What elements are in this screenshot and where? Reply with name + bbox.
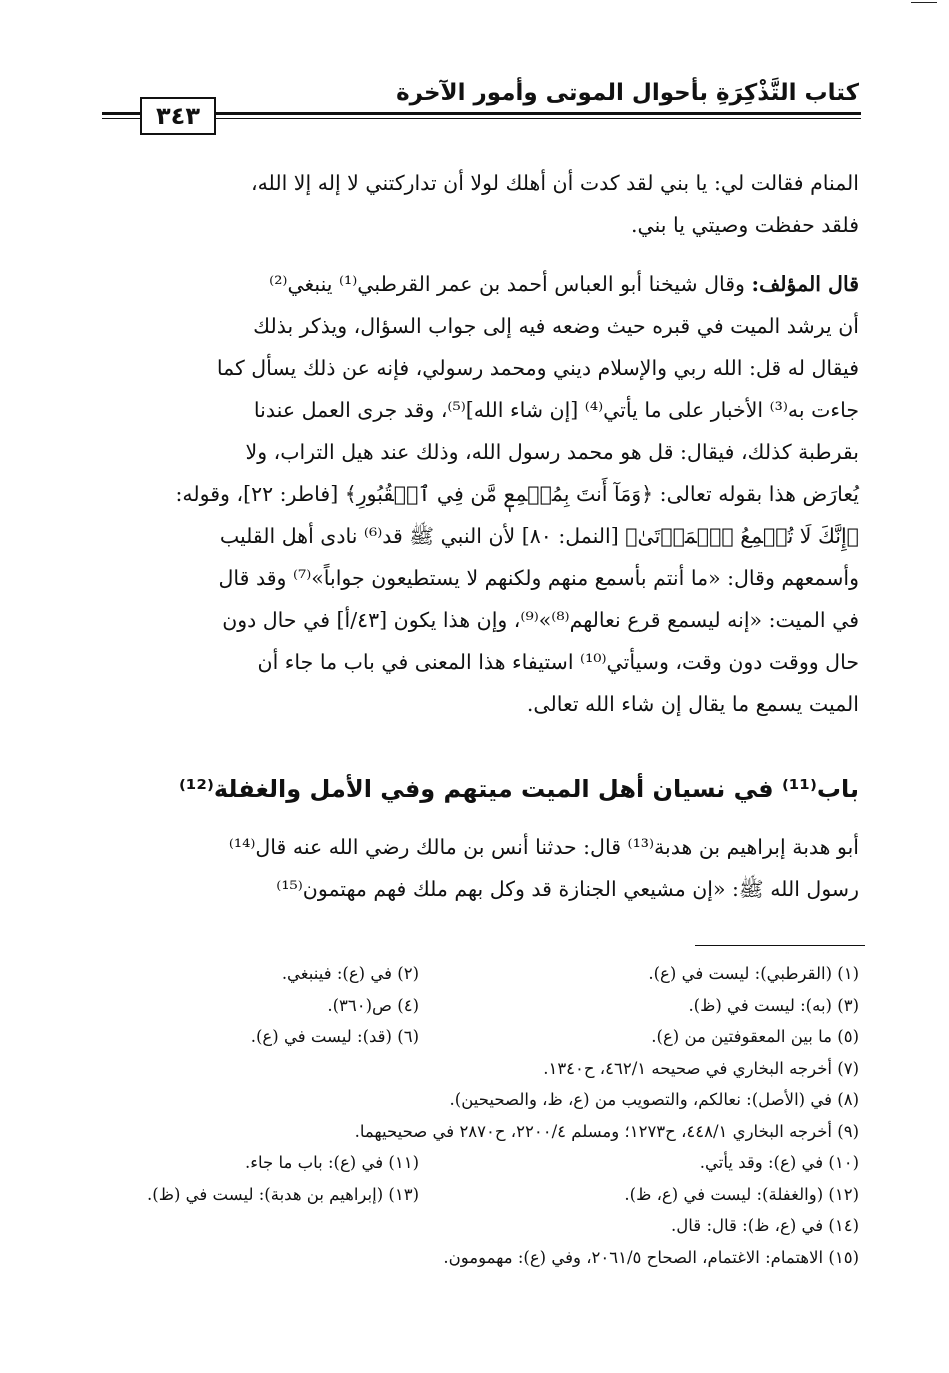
text-line: في الميت: «إنه ليسمع قرع نعالهم⁽⁸⁾»⁽⁹⁾، وإن هذا يكون [٤٣/أ] في حال دون (222, 608, 859, 632)
text-line (89, 263, 859, 305)
footnote: (١٤) في (ع، ظ): قال: قال. (671, 1216, 859, 1235)
text-line: وأسمعهم وقال: «ما أنتم بأسمع منهم ولكنهم لا يستطيعون جواباً»⁽⁷⁾ وقد قال (218, 566, 859, 590)
footnote: (١) (القرطبي): ليست في (ع). (648, 964, 859, 983)
footnote: (٨) في (الأصل): نعالكم، والتصويب من (ع، ظ، والصحيحين). (449, 1090, 859, 1109)
footnote: (٧) أخرجه البخاري في صحيحه ٤٦٢/١، ح١٣٤٠. (543, 1058, 859, 1078)
paragraph-2 (89, 263, 859, 725)
footnote: (١٢) (والغفلة): ليست في (ع، ظ). (624, 1184, 859, 1204)
footnote: (١١) في (ع): باب ما جاء. (244, 1153, 419, 1172)
page-number: ٣٤٣ (140, 97, 216, 135)
text-line: حال ووقت دون وقت، وسيأتي⁽¹⁰⁾ استيفاء هذا المعنى في باب ما جاء أن (257, 650, 859, 674)
text-line: يُعارَض هذا بقوله تعالى: ﴿وَمَآ أَنتَ بِمُسۡمِعٖ مَّن فِي ٱلۡقُبُورِ﴾ [فاطر: ٢٢]، وقوله: (175, 482, 859, 506)
footnotes (69, 958, 859, 1273)
text-line: فيقال له قل: الله ربي والإسلام ديني ومحمد رسولي، فإنه عن ذلك يسأل كما (216, 356, 859, 380)
footnote: (١٣) (إبراهيم بن هدبة): ليست في (ظ). (147, 1184, 419, 1204)
footnote: (١٥) الاهتمام: الاغتمام، الصحاح ٢٠٦١/٥، وفي (ع): مهمومون. (443, 1247, 859, 1267)
text-line: أن يرشد الميت في قبره حيث وضعه فيه إلى جواب السؤال، ويذكر بذلك (253, 314, 859, 338)
text-line: رسول الله ﷺ: «إن مشيعي الجنازة قد وكل بهم ملك فهم مهتمون⁽¹⁵⁾ (276, 877, 859, 901)
footnote: (٤) ص(٣٦٠). (327, 995, 419, 1015)
chapter-heading: باب⁽¹¹⁾ في نسيان أهل الميت ميتهم وفي الأمل والغفلة⁽¹²⁾ (179, 775, 859, 803)
footnote: (٩) أخرجه البخاري ٤٤٨/١، ح١٢٧٣؛ ومسلم ٢٢٠٠/٤، ح٢٨٧٠ في صحيحيهما. (354, 1121, 859, 1141)
paragraph-3 (89, 826, 859, 910)
footnote: (١٠) في (ع): وقد يأتي. (699, 1153, 859, 1172)
corner-crop-mark (911, 2, 937, 3)
footnote: (٢) في (ع): فينبغي. (281, 964, 419, 983)
text-line: الميت يسمع ما يقال إن شاء الله تعالى. (526, 692, 859, 716)
text-line: بقرطبة كذلك، فيقال: قل هو محمد رسول الله، وذلك عند هيل التراب، ولا (245, 440, 859, 464)
footnote-separator (695, 945, 865, 946)
text-line: جاءت به⁽³⁾ الأخبار على ما يأتي⁽⁴⁾ [إن شاء الله]⁽⁵⁾، وقد جرى العمل عندنا (253, 398, 859, 422)
footnote: (٦) (قد): ليست في (ع). (250, 1027, 419, 1046)
text-line: المنام فقالت لي: يا بني لقد كدت أن أهلك لولا أن تداركتني لا إله إلا الله، (250, 171, 859, 195)
text-line: فلقد حفظت وصيتي يا بني. (631, 213, 859, 237)
footnote: (٥) ما بين المعقوفتين من (ع). (651, 1027, 859, 1046)
text-line: أبو هدبة إبراهيم بن هدبة⁽¹³⁾ قال: حدثنا أنس بن مالك رضي الله عنه قال⁽¹⁴⁾ (228, 835, 859, 859)
text-span: وقال شيخنا أبو العباس أحمد بن عمر القرطبي⁽¹⁾ ينبغي⁽²⁾ (269, 272, 745, 296)
text-line: ﴿إِنَّكَ لَا تُسۡمِعُ ٱلۡمَوۡتَىٰ﴾ [النمل: ٨٠] لأن النبي ﷺ قد⁽⁶⁾ نادى أهل القليب (219, 524, 859, 548)
footnote: (٣) (به): ليست في (ظ). (688, 995, 859, 1015)
paragraph-1 (89, 162, 859, 246)
running-header-title: كتاب التَّذْكِرَةِ بأحوال الموتى وأمور الآخرة (396, 80, 859, 106)
author-lead: قال المؤلف: (751, 272, 859, 296)
